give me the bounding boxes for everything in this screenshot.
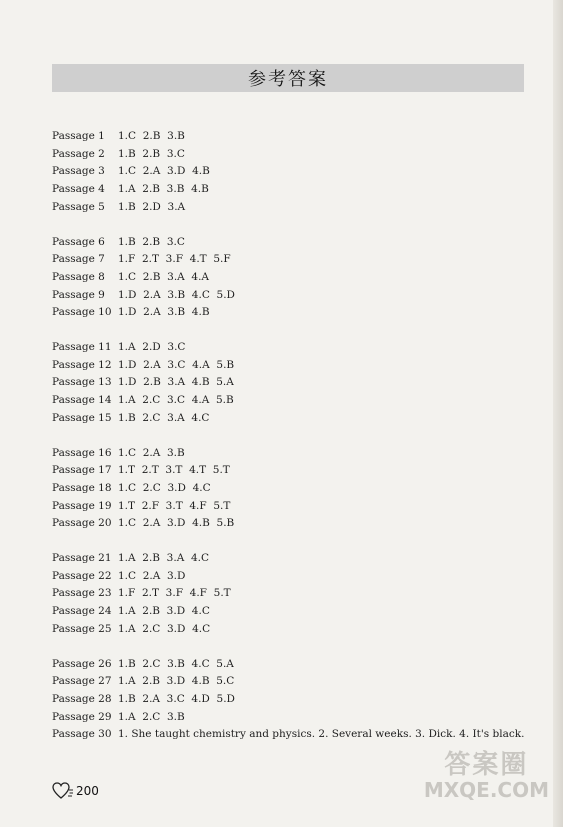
passage-answers: 1.B 2.B 3.C: [118, 235, 185, 248]
answer-row: [52, 287, 532, 305]
answer-row: [52, 585, 532, 603]
heart-icon: [52, 782, 74, 800]
answer-row: [52, 304, 532, 322]
answer-row: [52, 445, 532, 463]
passage-label: Passage 22: [52, 569, 112, 582]
passage-label: Passage 14: [52, 394, 112, 407]
answer-group: [52, 128, 532, 217]
watermark-url: MXQE.COM: [423, 778, 549, 802]
answer-row: [52, 691, 532, 709]
passage-answers: 1.D 2.A 3.B 4.C 5.D: [118, 288, 235, 301]
page-title: 参考答案: [248, 69, 328, 90]
passage-label: Passage 3: [52, 165, 105, 178]
answer-group: [52, 234, 532, 323]
answer-row: [52, 673, 532, 691]
passage-answers: 1.B 2.C 3.B 4.C 5.A: [118, 657, 234, 670]
passage-label: Passage 5: [52, 200, 105, 213]
passage-label: Passage 20: [52, 517, 112, 530]
passage-answers: 1.C 2.A 3.D 4.B: [118, 165, 210, 178]
answer-row: [52, 709, 532, 727]
passage-answers: 1.A 2.D 3.C: [118, 341, 186, 354]
answer-row: [52, 621, 532, 639]
passage-answers: 1.B 2.D 3.A: [118, 200, 186, 213]
passage-answers: 1.A 2.B 3.D 4.B 5.C: [118, 675, 235, 688]
answer-list: [52, 128, 532, 761]
passage-label: Passage 21: [52, 552, 112, 565]
passage-answers: 1.A 2.B 3.D 4.C: [118, 605, 210, 618]
answer-key-header: [52, 64, 524, 92]
answer-row: [52, 181, 532, 199]
passage-answers: 1.C 2.A 3.B: [118, 446, 185, 459]
page-edge: [553, 0, 563, 827]
passage-answers: 1.T 2.F 3.T 4.F 5.T: [118, 499, 231, 512]
answer-group: [52, 339, 532, 428]
passage-label: Passage 27: [52, 675, 112, 688]
passage-label: Passage 15: [52, 411, 112, 424]
answer-row: [52, 269, 532, 287]
answer-row: [52, 515, 532, 533]
answer-row: [52, 339, 532, 357]
answer-row: [52, 374, 532, 392]
answer-row: [52, 550, 532, 568]
passage-answers: 1.D 2.A 3.B 4.B: [118, 306, 210, 319]
answer-row: [52, 234, 532, 252]
passage-answers: 1.D 2.A 3.C 4.A 5.B: [118, 358, 235, 371]
page-footer: [52, 782, 99, 800]
answer-group: [52, 656, 532, 745]
passage-label: Passage 30: [52, 728, 112, 741]
answer-row: [52, 568, 532, 586]
passage-label: Passage 26: [52, 657, 112, 670]
passage-answers: 1.C 2.B 3.A 4.A: [118, 270, 210, 283]
passage-answers: 1.B 2.C 3.A 4.C: [118, 411, 210, 424]
answer-row: [52, 128, 532, 146]
passage-answers: 1.C 2.A 3.D 4.B 5.B: [118, 517, 235, 530]
passage-label: Passage 1: [52, 130, 105, 142]
passage-label: Passage 10: [52, 306, 112, 319]
watermark: [424, 752, 549, 800]
answer-row: [52, 146, 532, 164]
passage-label: Passage 8: [52, 270, 105, 283]
answer-row: [52, 480, 532, 498]
answer-row: [52, 199, 532, 217]
passage-label: Passage 11: [52, 341, 112, 354]
answer-row: [52, 357, 532, 375]
passage-answers: 1.C 2.B 3.B: [118, 130, 185, 142]
passage-label: Passage 2: [52, 147, 105, 160]
watermark-text: 答案圈: [444, 750, 529, 780]
passage-answers: 1.B 2.A 3.C 4.D 5.D: [118, 692, 235, 705]
passage-answers: 1.F 2.T 3.F 4.F 5.T: [118, 587, 231, 600]
passage-answers: 1.A 2.C 3.C 4.A 5.B: [118, 394, 234, 407]
passage-answers: 1.C 2.C 3.D 4.C: [118, 481, 211, 494]
passage-label: Passage 13: [52, 376, 112, 389]
passage-label: Passage 4: [52, 183, 105, 196]
answer-row: [52, 163, 532, 181]
passage-label: Passage 9: [52, 288, 105, 301]
passage-answers: 1.A 2.B 3.A 4.C: [118, 552, 210, 565]
passage-answers: 1. She taught chemistry and physics. 2. Several weeks. 3. Dick. 4. It's black.: [118, 728, 525, 741]
answer-row: [52, 410, 532, 428]
passage-label: Passage 25: [52, 622, 112, 635]
passage-label: Passage 24: [52, 605, 112, 618]
passage-label: Passage 12: [52, 358, 112, 371]
answer-row: [52, 392, 532, 410]
passage-label: Passage 7: [52, 253, 105, 266]
answer-group: [52, 445, 532, 534]
passage-answers: 1.A 2.C 3.D 4.C: [118, 622, 211, 635]
answer-row: [52, 656, 532, 674]
page-number: 200: [76, 784, 99, 798]
passage-answers: 1.A 2.C 3.B: [118, 710, 185, 723]
passage-label: Passage 23: [52, 587, 112, 600]
passage-label: Passage 19: [52, 499, 112, 512]
answer-group: [52, 550, 532, 639]
passage-answers: 1.F 2.T 3.F 4.T 5.F: [118, 253, 231, 266]
answer-row: [52, 726, 532, 744]
passage-answers: 1.A 2.B 3.B 4.B: [118, 183, 209, 196]
passage-answers: 1.T 2.T 3.T 4.T 5.T: [118, 464, 230, 477]
passage-label: Passage 17: [52, 464, 112, 477]
passage-label: Passage 29: [52, 710, 112, 723]
passage-answers: 1.B 2.B 3.C: [118, 147, 185, 160]
passage-label: Passage 28: [52, 692, 112, 705]
answer-row: [52, 251, 532, 269]
answer-row: [52, 462, 532, 480]
passage-label: Passage 16: [52, 446, 112, 459]
passage-answers: 1.C 2.A 3.D: [118, 569, 186, 582]
answer-row: [52, 498, 532, 516]
answer-row: [52, 603, 532, 621]
passage-answers: 1.D 2.B 3.A 4.B 5.A: [118, 376, 234, 389]
passage-label: Passage 6: [52, 235, 105, 248]
passage-label: Passage 18: [52, 481, 112, 494]
